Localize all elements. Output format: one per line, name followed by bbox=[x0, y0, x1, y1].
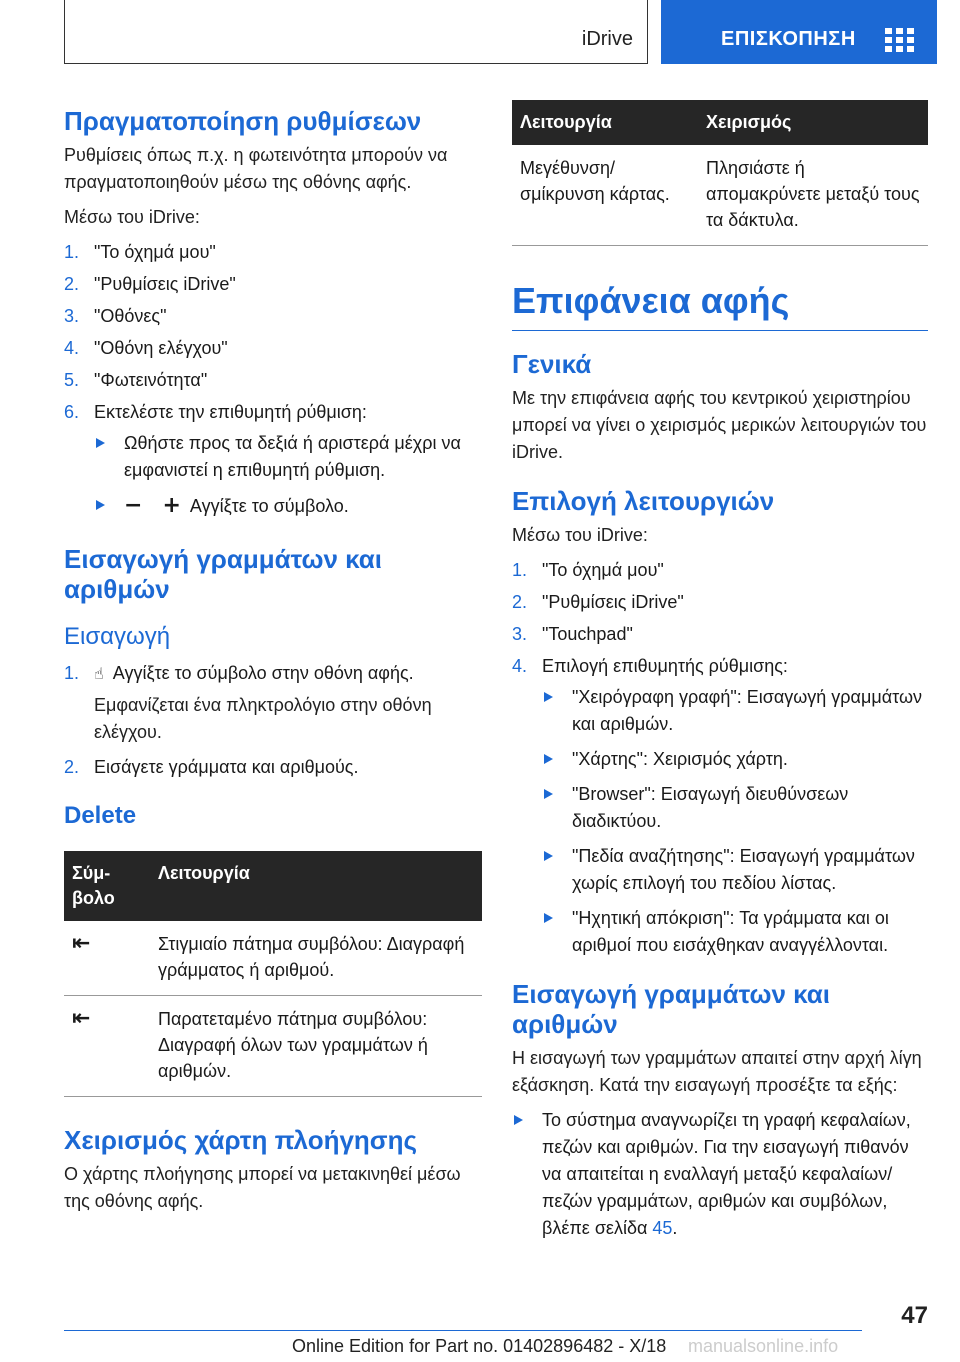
table-row bbox=[64, 996, 482, 1097]
step-number: 4. bbox=[512, 656, 528, 676]
list-item bbox=[512, 653, 928, 959]
via-idrive: Μέσω του iDrive: bbox=[64, 207, 200, 227]
triangle-bullet-icon bbox=[544, 754, 553, 764]
heading-select-functions: Επιλογή λειτουργιών bbox=[512, 486, 775, 516]
touchpad-steps bbox=[512, 557, 928, 959]
sub-text: "Ηχητική απόκριση": Τα γράμματα και οι αριθμοί που εισάχθηκαν αναγγέλλονται. bbox=[572, 908, 889, 955]
list-item bbox=[64, 271, 482, 298]
triangle-bullet-icon bbox=[544, 851, 553, 861]
sub-text: Αγγίξτε το σύμβολο. bbox=[189, 496, 349, 516]
table-cell: Παρατεταμένο πάτημα συμβόλου: Διαγραφή όλων των γραμμάτων ή αριθμών. bbox=[150, 996, 482, 1097]
bullet-end: . bbox=[672, 1218, 678, 1238]
step-text: "Φωτεινότητα" bbox=[94, 370, 208, 390]
sub-text: "Χειρόγραφη γραφή": Εισαγωγή γραμμάτων και αριθμών. bbox=[572, 687, 923, 734]
list-item bbox=[64, 367, 482, 394]
heading-general: Γενικά bbox=[512, 349, 592, 379]
step-text: Αγγίξτε το σύμβολο στην οθόνη αφής. bbox=[112, 663, 414, 683]
sub-text: "Πεδία αναζήτησης": Εισαγωγή γραμμάτων χωρίς επιλογή του πεδίου λίστας. bbox=[572, 846, 915, 893]
heading-touchpad: Επιφάνεια αφής bbox=[512, 280, 928, 331]
list-item bbox=[64, 239, 482, 266]
heading-delete: Delete bbox=[64, 802, 137, 829]
step-number: 2. bbox=[64, 274, 80, 294]
minus-icon: − bbox=[124, 493, 143, 518]
bullet-text: Το σύστημα αναγνωρίζει τη γραφή κεφαλαίων, πεζών και αριθμών. Για την εισαγωγή πιθανόν να απαιτείται η εναλλαγή μεταξύ κεφαλαίων/πεζών γραμμάτων, αριθμών και συμβόλων, βλέπε σελίδα bbox=[542, 1110, 911, 1238]
backspace-icon: ⇤ bbox=[64, 921, 150, 996]
step-number: 5. bbox=[64, 370, 80, 390]
watermark: manualsonline.info bbox=[688, 1336, 839, 1356]
heading-input-letters: Εισαγωγή γραμμάτων και αριθμών bbox=[512, 979, 831, 1039]
step-number: 3. bbox=[64, 306, 80, 326]
input-intro: Η εισαγωγή των γραμμάτων απαιτεί στην αρχή λίγη εξάσκηση. Κατά την εισαγωγή προσέξτε τα εξής: bbox=[512, 1048, 922, 1095]
table-cell: Στιγμιαίο πάτημα συμβόλου: Διαγραφή γράμματος ή αριθμού. bbox=[150, 921, 482, 996]
list-item bbox=[512, 557, 928, 584]
sub-item bbox=[542, 746, 928, 773]
list-item bbox=[64, 303, 482, 330]
triangle-bullet-icon bbox=[514, 1115, 523, 1125]
input-steps bbox=[64, 660, 482, 781]
heading-settings: Πραγματοποίηση ρυθμίσεων bbox=[64, 106, 422, 136]
step-text: Εκτελέστε την επιθυμητή ρύθμιση: bbox=[94, 402, 367, 422]
step-number: 2. bbox=[512, 592, 528, 612]
sub-text: "Χάρτης": Χειρισμός χάρτη. bbox=[572, 749, 788, 769]
col-header-operation: Χειρισμός bbox=[698, 100, 928, 145]
triangle-bullet-icon bbox=[96, 500, 105, 510]
col-header-function: Λειτουργία bbox=[512, 100, 698, 145]
page-link[interactable]: 45 bbox=[652, 1218, 673, 1238]
list-item bbox=[64, 660, 482, 746]
footer-edition: Online Edition for Part no. 01402896482 - X/18 bbox=[292, 1336, 667, 1356]
sub-item bbox=[94, 492, 482, 520]
sub-text: "Browser": Εισαγωγή διευθύνσεων διαδικτύου. bbox=[572, 784, 849, 831]
triangle-bullet-icon bbox=[96, 438, 105, 448]
step-text: Εισάγετε γράμματα και αριθμούς. bbox=[94, 757, 359, 777]
table-row bbox=[64, 921, 482, 996]
footer-divider bbox=[64, 1330, 862, 1331]
triangle-bullet-icon bbox=[544, 692, 553, 702]
grid-icon bbox=[885, 28, 915, 52]
page-number: 47 bbox=[901, 1302, 928, 1329]
table-row bbox=[512, 145, 928, 246]
general-text: Με την επιφάνεια αφής του κεντρικού χειριστηρίου μπορεί να γίνει ο χειρισμός μερικών λειτουργιών του iDrive. bbox=[512, 388, 927, 462]
right-column bbox=[512, 100, 928, 1242]
step-number: 4. bbox=[64, 338, 80, 358]
step-text: Επιλογή επιθυμητής ρύθμισης: bbox=[542, 656, 788, 676]
sub-item bbox=[542, 843, 928, 897]
step-text: "Το όχημά μου" bbox=[542, 560, 664, 580]
heading-input: Εισαγωγή bbox=[64, 623, 171, 650]
step-number: 1. bbox=[64, 242, 80, 262]
table-header-row bbox=[64, 851, 482, 921]
list-item bbox=[64, 754, 482, 781]
step-number: 6. bbox=[64, 402, 80, 422]
left-column bbox=[64, 100, 482, 1223]
step-text: "Οθόνες" bbox=[94, 306, 167, 326]
step-text: "Ρυθμίσεις iDrive" bbox=[94, 274, 236, 294]
via-idrive: Μέσω του iDrive: bbox=[512, 525, 648, 545]
sub-item bbox=[542, 905, 928, 959]
table-header-row bbox=[512, 100, 928, 145]
step-number: 3. bbox=[512, 624, 528, 644]
list-item bbox=[512, 589, 928, 616]
sub-item bbox=[542, 781, 928, 835]
step-number: 2. bbox=[64, 757, 80, 777]
step-text: "Ρυθμίσεις iDrive" bbox=[542, 592, 684, 612]
delete-table bbox=[64, 851, 482, 1097]
backspace-icon: ⇤ bbox=[64, 996, 150, 1097]
col-header-symbol: Σύμ-βολο bbox=[64, 851, 150, 921]
list-item bbox=[64, 335, 482, 362]
heading-input-letters: Εισαγωγή γραμμάτων και αριθμών bbox=[64, 544, 383, 604]
header-section-box bbox=[64, 0, 648, 64]
header-section-title: iDrive bbox=[581, 28, 633, 50]
sub-item bbox=[94, 430, 482, 484]
hand-touch-icon: ☝ bbox=[94, 666, 104, 683]
step-text: "Το όχημά μου" bbox=[94, 242, 216, 262]
settings-steps bbox=[64, 239, 482, 520]
list-item bbox=[512, 1107, 928, 1242]
header-overview-tab[interactable] bbox=[661, 0, 937, 64]
col-header-function: Λειτουργία bbox=[150, 851, 482, 921]
sub-list bbox=[94, 430, 482, 520]
triangle-bullet-icon bbox=[544, 789, 553, 799]
settings-intro: Ρυθμίσεις όπως π.χ. η φωτεινότητα μπορούν να πραγματοποιηθούν μέσω της οθόνης αφής. bbox=[64, 145, 448, 192]
plus-icon: + bbox=[162, 493, 181, 518]
sub-text: Ωθήστε προς τα δεξιά ή αριστερά μέχρι να εμφανιστεί η επιθυμητή ρύθμιση. bbox=[124, 433, 461, 480]
heading-map: Χειρισμός χάρτη πλοήγησης bbox=[64, 1125, 417, 1155]
step-text: "Touchpad" bbox=[542, 624, 633, 644]
step-note: Εμφανίζεται ένα πληκτρολόγιο στην οθόνη ελέγχου. bbox=[94, 695, 432, 742]
list-item bbox=[64, 399, 482, 520]
table-cell: Μεγέθυνση/ σμίκρυνση κάρτας. bbox=[512, 145, 698, 246]
map-table bbox=[512, 100, 928, 246]
sub-item bbox=[542, 684, 928, 738]
step-text: "Οθόνη ελέγχου" bbox=[94, 338, 228, 358]
triangle-bullet-icon bbox=[544, 913, 553, 923]
bullet-list bbox=[512, 1107, 928, 1242]
table-cell: Πλησιάστε ή απομακρύνετε μεταξύ τους τα δάκτυλα. bbox=[698, 145, 928, 246]
map-intro: Ο χάρτης πλοήγησης μπορεί να μετακινηθεί μέσω της οθόνης αφής. bbox=[64, 1164, 461, 1211]
sub-list bbox=[542, 684, 928, 959]
step-number: 1. bbox=[64, 663, 80, 683]
list-item bbox=[512, 621, 928, 648]
step-number: 1. bbox=[512, 560, 528, 580]
header-overview-label: ΕΠΙΣΚΟΠΗΣΗ bbox=[721, 28, 856, 50]
